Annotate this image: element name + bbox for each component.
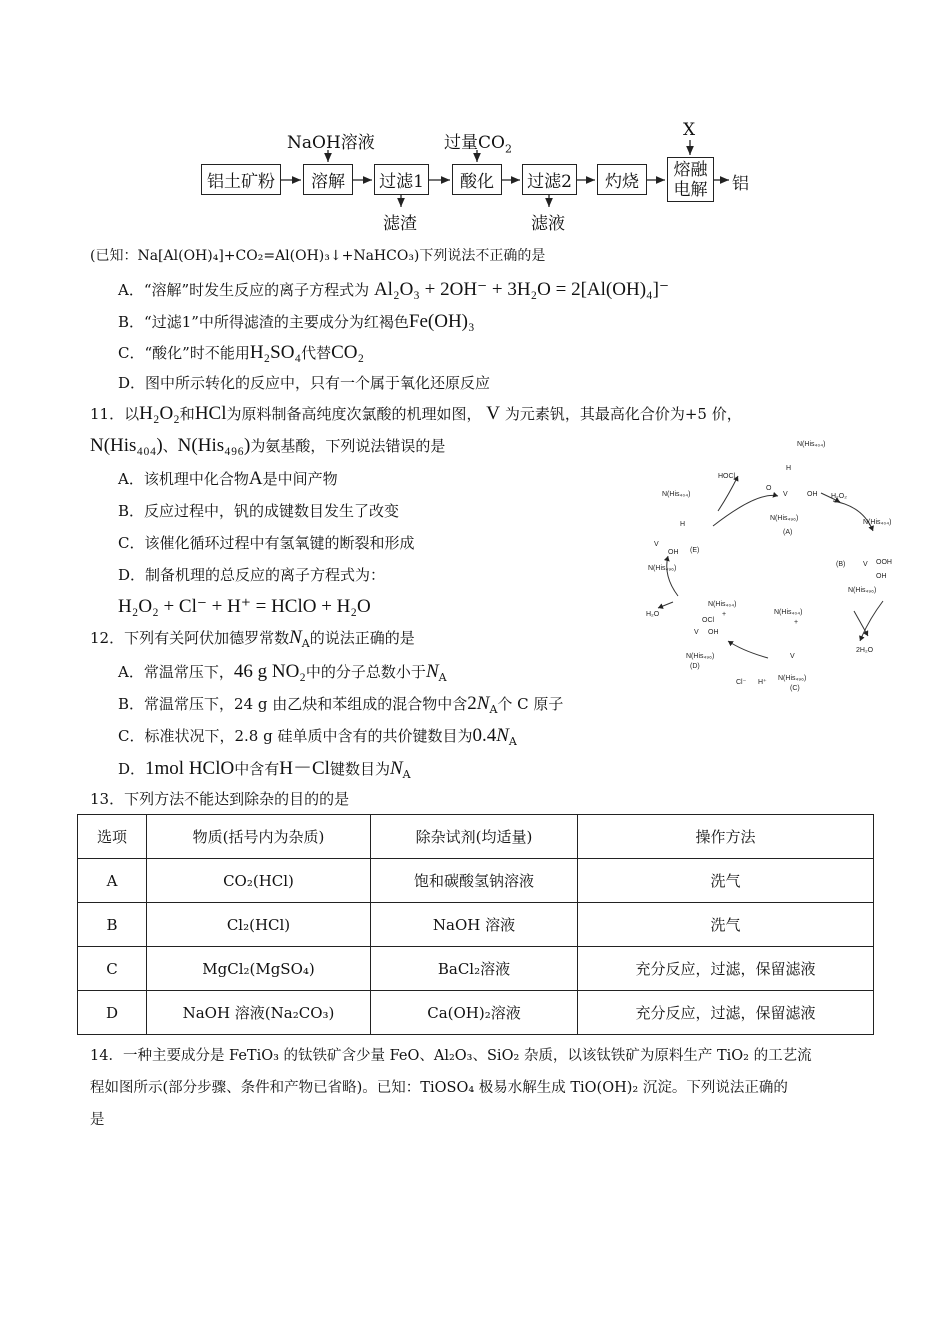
- cycle-label-c: (C): [790, 685, 800, 692]
- table-cell: NaOH 溶液(Na₂CO₃): [147, 991, 371, 1035]
- cycle-v-b: V: [863, 561, 868, 568]
- flow-box-electrolysis: 熔融电解: [667, 157, 714, 202]
- table-cell: Cl₂(HCl): [147, 903, 371, 947]
- cycle-oh-b: OH: [876, 573, 887, 580]
- cycle-plus-d: +: [722, 611, 727, 618]
- flow-box-filter1: 过滤1: [374, 164, 429, 195]
- table-cell: A: [78, 859, 147, 903]
- cycle-his404-e: N(His₄₀₄): [662, 491, 691, 498]
- table-header-row: [78, 815, 874, 859]
- q14-stem-line3: 是: [90, 1112, 105, 1128]
- table-cell: 充分反应，过滤，保留滤液: [578, 991, 874, 1035]
- q11-option-c: C．该催化循环过程中有氢氧键的断裂和形成: [118, 534, 415, 552]
- flow-input-co2: 过量$CO_2$: [444, 133, 512, 156]
- table-header: 除杂试剂(均适量): [371, 815, 578, 859]
- q12-option-b: B．常温常压下，24 g 由乙炔和苯组成的混合物中含$2N_A$个 C 原子: [118, 693, 564, 716]
- q11-stem-line2: N(His₄₀₄)、N(His₄₉₆)为氨基酸，下列说法错误的是: [90, 435, 446, 456]
- cycle-his404-plus: N(His₄₀₄): [708, 601, 737, 608]
- cycle-label-d: (D): [690, 663, 700, 670]
- q11-total-equation: H₂O₂ + Cl⁻ + H⁺ = HClO + H₂O: [118, 596, 371, 617]
- table-row: [78, 903, 874, 947]
- flow-input-x: X: [683, 120, 696, 140]
- cycle-oh-e: OH: [668, 549, 679, 556]
- flow-box-acidify: 酸化: [452, 164, 502, 195]
- table-cell: 洗气: [578, 859, 874, 903]
- cycle-o-a: O: [766, 485, 772, 492]
- flow-arrows: [0, 0, 950, 240]
- cycle-cl: Cl⁻: [736, 679, 747, 686]
- cycle-v-c: V: [790, 653, 795, 660]
- flow-box-ore: 铝土矿粉: [201, 164, 281, 195]
- cycle-hocl: HOCl: [718, 473, 736, 480]
- cycle-h2o2: H₂O₂: [831, 493, 847, 500]
- cycle-h-e: H: [680, 521, 686, 528]
- q11-option-d: D．制备机理的总反应的离子方程式为：: [118, 566, 386, 584]
- table-cell: Ca(OH)₂溶液: [371, 991, 578, 1035]
- table-cell: 充分反应，过滤，保留滤液: [578, 947, 874, 991]
- cycle-h2o-out: 2H₂O: [856, 647, 874, 654]
- cycle-h-a: H: [786, 465, 792, 472]
- cycle-v-d: V: [694, 629, 699, 636]
- cycle-his496-d: N(His₄₉₆): [686, 653, 715, 660]
- cycle-his496-b: N(His₄₉₆): [848, 587, 877, 594]
- table-cell: NaOH 溶液: [371, 903, 578, 947]
- cycle-his496-a: N(His₄₉₆): [770, 515, 799, 522]
- cycle-v-a: V: [783, 491, 788, 498]
- cycle-label-e: (E): [690, 547, 700, 554]
- cycle-ocl-d: OCl: [702, 617, 715, 624]
- cycle-his404-c: N(His₄₀₄): [774, 609, 803, 616]
- q10-option-d: D．图中所示转化的反应中，只有一个属于氧化还原反应: [118, 374, 491, 392]
- table-header: 操作方法: [578, 815, 874, 859]
- flow-input-naoh: NaOH溶液: [287, 133, 375, 153]
- q11-option-b: B．反应过程中，钒的成键数目发生了改变: [118, 502, 400, 520]
- cycle-oh-a: OH: [807, 491, 818, 498]
- q10-note: (已知：Na[Al(OH)₄]+CO₂=Al(OH)₃↓+NaHCO₃)下列说法不正确的是: [90, 248, 546, 264]
- table-row: [78, 947, 874, 991]
- table-cell: C: [78, 947, 147, 991]
- cycle-his496-e: N(His₄₉₆): [648, 565, 677, 572]
- table-cell: 洗气: [578, 903, 874, 947]
- flow-output-product: 铝: [732, 174, 749, 194]
- catalytic-cycle-diagram: [618, 436, 900, 698]
- cycle-label-a: (A): [783, 529, 793, 536]
- q11-stem-line1: 11．以H₂O₂和HCl为原料制备高纯度次氯酸的机理如图， V 为元素钒，其最高化合价为+5 价，: [90, 403, 742, 424]
- q13-table: [77, 814, 874, 1035]
- q14-stem-line2: 程如图所示(部分步骤、条件和产物已省略)。已知：TiOSO₄ 极易水解生成 TiO(OH)₂ 沉淀。下列说法正确的: [90, 1080, 788, 1096]
- cycle-his496-c: N(His₄₉₆): [778, 675, 807, 682]
- table-header: 选项: [78, 815, 147, 859]
- cycle-his404-a: N(His₄₀₄): [797, 441, 826, 448]
- q12-option-a: A．常温常压下，46 g NO₂中的分子总数小于$N_A$: [118, 661, 447, 684]
- table-cell: B: [78, 903, 147, 947]
- cycle-label-b: (B): [836, 561, 846, 568]
- q13-stem: 13．下列方法不能达到除杂的目的的是: [90, 790, 350, 808]
- table-cell: MgCl₂(MgSO₄): [147, 947, 371, 991]
- q10-option-b: B．“过滤1”中所得滤渣的主要成分为红褐色Fe(OH)₃: [118, 311, 475, 332]
- q10-option-c: C．“酸化”时不能用H₂SO₄代替CO₂: [118, 342, 365, 363]
- q12-option-c: C．标准状况下，2.8 g 硅单质中含有的共价键数目为$0.4N_A$: [118, 725, 517, 748]
- table-cell: 饱和碳酸氢钠溶液: [371, 859, 578, 903]
- flow-box-dissolve: 溶解: [303, 164, 353, 195]
- q11-option-a: A．该机理中化合物A是中间产物: [118, 468, 338, 489]
- table-row: [78, 991, 874, 1035]
- cycle-his404-b: N(His₄₀₄): [863, 519, 892, 526]
- cycle-hplus: H⁺: [758, 679, 767, 686]
- table-cell: BaCl₂溶液: [371, 947, 578, 991]
- cycle-plus-c: +: [794, 619, 799, 626]
- q14-stem-line1: 14．一种主要成分是 FeTiO₃ 的钛铁矿含少量 FeO、Al₂O₃、SiO₂ 杂质，以该钛铁矿为原料生产 TiO₂ 的工艺流: [90, 1048, 812, 1064]
- q12-stem: 12．下列有关阿伏加德罗常数$N_A$的说法正确的是: [90, 627, 415, 650]
- q10-option-a: A．“溶解”时发生反应的离子方程式为 Al₂O₃ + 2OH⁻ + 3H₂O = 2[Al(OH)₄]⁻: [118, 279, 670, 300]
- flow-output-residue: 滤渣: [383, 214, 417, 234]
- table-cell: CO₂(HCl): [147, 859, 371, 903]
- table-header: 物质(括号内为杂质): [147, 815, 371, 859]
- cycle-oh-d: OH: [708, 629, 719, 636]
- table-cell: D: [78, 991, 147, 1035]
- cycle-ooh-b: OOH: [876, 559, 892, 566]
- cycle-h2o-in: H₂O: [646, 611, 660, 618]
- cycle-v-e: V: [654, 541, 659, 548]
- q12-option-d: D．1mol HClO中含有H－Cl键数目为$N_A$: [118, 758, 411, 781]
- table-row: [78, 859, 874, 903]
- flow-output-filtrate: 滤液: [531, 214, 565, 234]
- flow-box-calcine: 灼烧: [597, 164, 647, 195]
- flow-box-filter2: 过滤2: [522, 164, 577, 195]
